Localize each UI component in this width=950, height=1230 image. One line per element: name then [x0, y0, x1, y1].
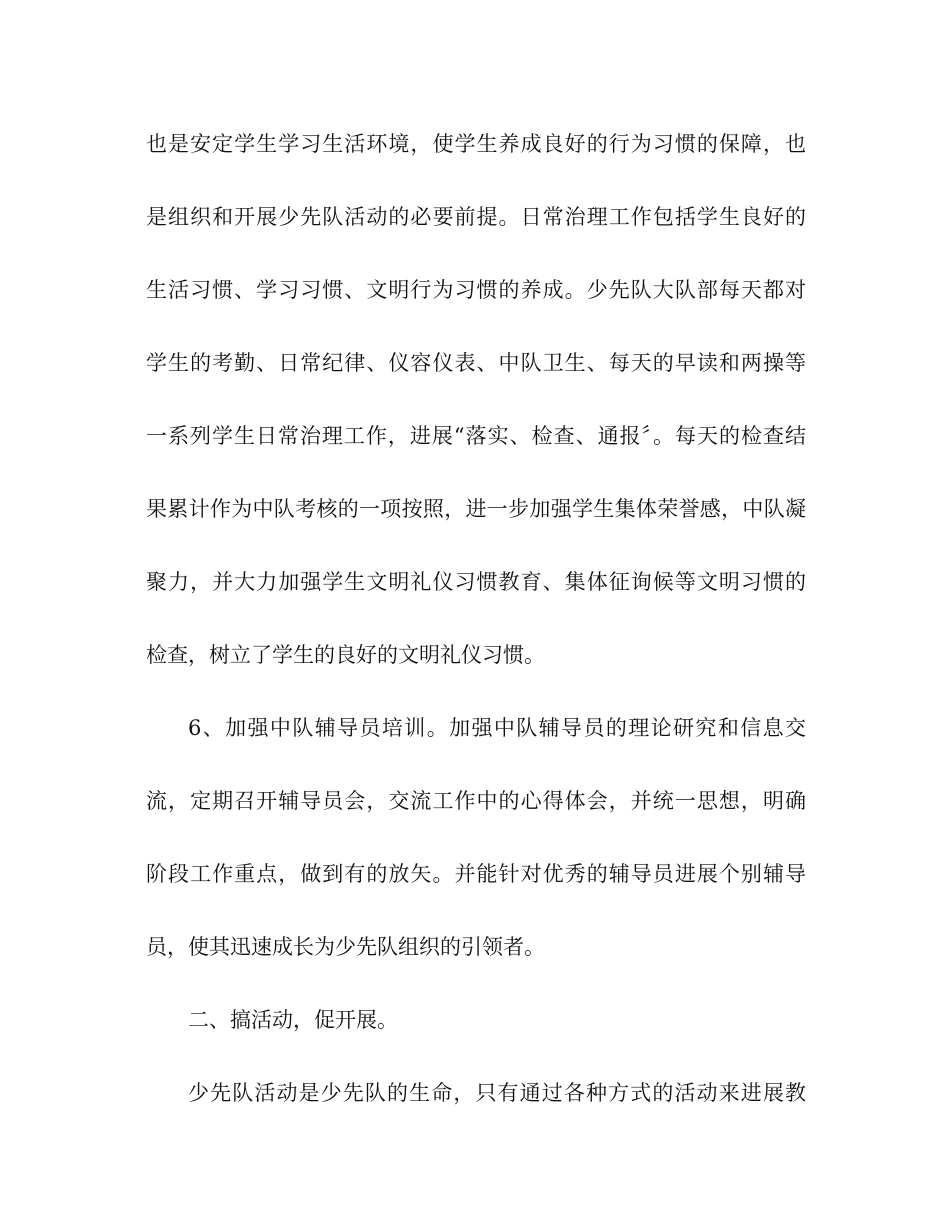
paragraph-line: 阶段工作重点，做到有的放矢。并能针对优秀的辅导员进展个别辅导 [146, 862, 806, 886]
paragraph-line: 果累计作为中队考核的一项按照，进一步加强学生集体荣誉感，中队凝 [146, 497, 806, 521]
paragraph-line: 流，定期召开辅导员会，交流工作中的心得体会，并统一思想，明确 [146, 789, 806, 813]
paragraph-line: 学生的考勤、日常纪律、仪容仪表、中队卫生、每天的早读和两操等 [146, 351, 806, 375]
paragraph-line: 生活习惯、学习习惯、文明行为习惯的养成。少先队大队部每天都对 [146, 278, 806, 302]
paragraph-line: 检查，树立了学生的良好的文明礼仪习惯。 [146, 643, 545, 667]
paragraph-line: 员，使其迅速成长为少先队组织的引领者。 [146, 935, 545, 959]
paragraph-line: 少先队活动是少先队的生命，只有通过各种方式的活动来进展教 [188, 1081, 806, 1105]
paragraph-line: 也是安定学生学习生活环境，使学生养成良好的行为习惯的保障，也 [146, 132, 806, 156]
paragraph-line: 是组织和开展少先队活动的必要前提。日常治理工作包括学生良好的 [146, 205, 806, 229]
paragraph-line: 一系列学生日常治理工作，进展“落实、检查、通报〞。每天的检查结 [146, 424, 806, 448]
paragraph-line: 聚力，并大力加强学生文明礼仪习惯教育、集体征询候等文明习惯的 [146, 570, 806, 594]
section-heading: 二、搞活动，促开展。 [188, 1008, 398, 1032]
paragraph-line: 6、加强中队辅导员培训。加强中队辅导员的理论研究和信息交 [188, 716, 806, 740]
